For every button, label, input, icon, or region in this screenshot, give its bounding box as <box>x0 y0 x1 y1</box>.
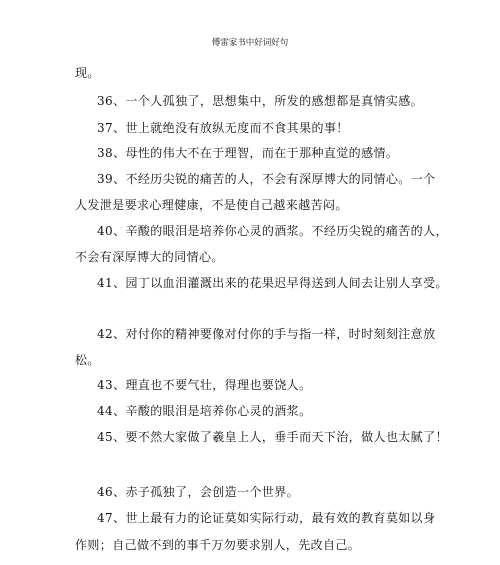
text-line: 36、一个人孤独了，思想集中，所发的感想都是真情实感。 <box>97 94 424 108</box>
text-line: 43、理直也不要气壮，得理也要饶人。 <box>97 378 312 392</box>
text-line: 44、辛酸的眼泪是培养你心灵的酒浆。 <box>97 404 312 418</box>
text-line: 42、对付你的精神要像对付你的手与指一样，时时刻刻注意放 <box>97 327 436 341</box>
page-header: 傅雷家书中好词好句 <box>211 38 289 48</box>
text-line: 38、母性的伟大不在于理智，而在于那种直觉的感情。 <box>97 146 399 160</box>
text-line: 37、世上就绝没有放纵无度而不食其果的事！ <box>97 121 349 135</box>
text-line: 现。 <box>75 66 100 80</box>
text-line: 松。 <box>75 353 100 367</box>
text-line: 不会有深厚博大的同情心。 <box>75 250 224 264</box>
text-line: 39、不经历尖锐的痛苦的人，不会有深厚博大的同情心。一个 <box>97 172 436 186</box>
text-line: 40、辛酸的眼泪是培养你心灵的酒浆。不经历尖锐的痛苦的人， <box>97 224 448 238</box>
text-line: 45、要不然大家做了羲皇上人，垂手而天下治，做人也太腻了！ <box>97 430 448 444</box>
text-line: 作则；自己做不到的事千万勿要求别人，先改自己。 <box>75 538 361 552</box>
text-line: 人发泄是要求心理健康，不是使自己越来越苦闷。 <box>75 198 348 212</box>
text-line: 46、赤子孤独了，会创造一个世界。 <box>97 485 300 499</box>
text-line: 47、世上最有力的论证莫如实际行动，最有效的教育莫如以身 <box>97 511 436 525</box>
text-line: 41、园丁以血泪灌溉出来的花果迟早得送到人间去让别人享受。 <box>97 276 448 290</box>
